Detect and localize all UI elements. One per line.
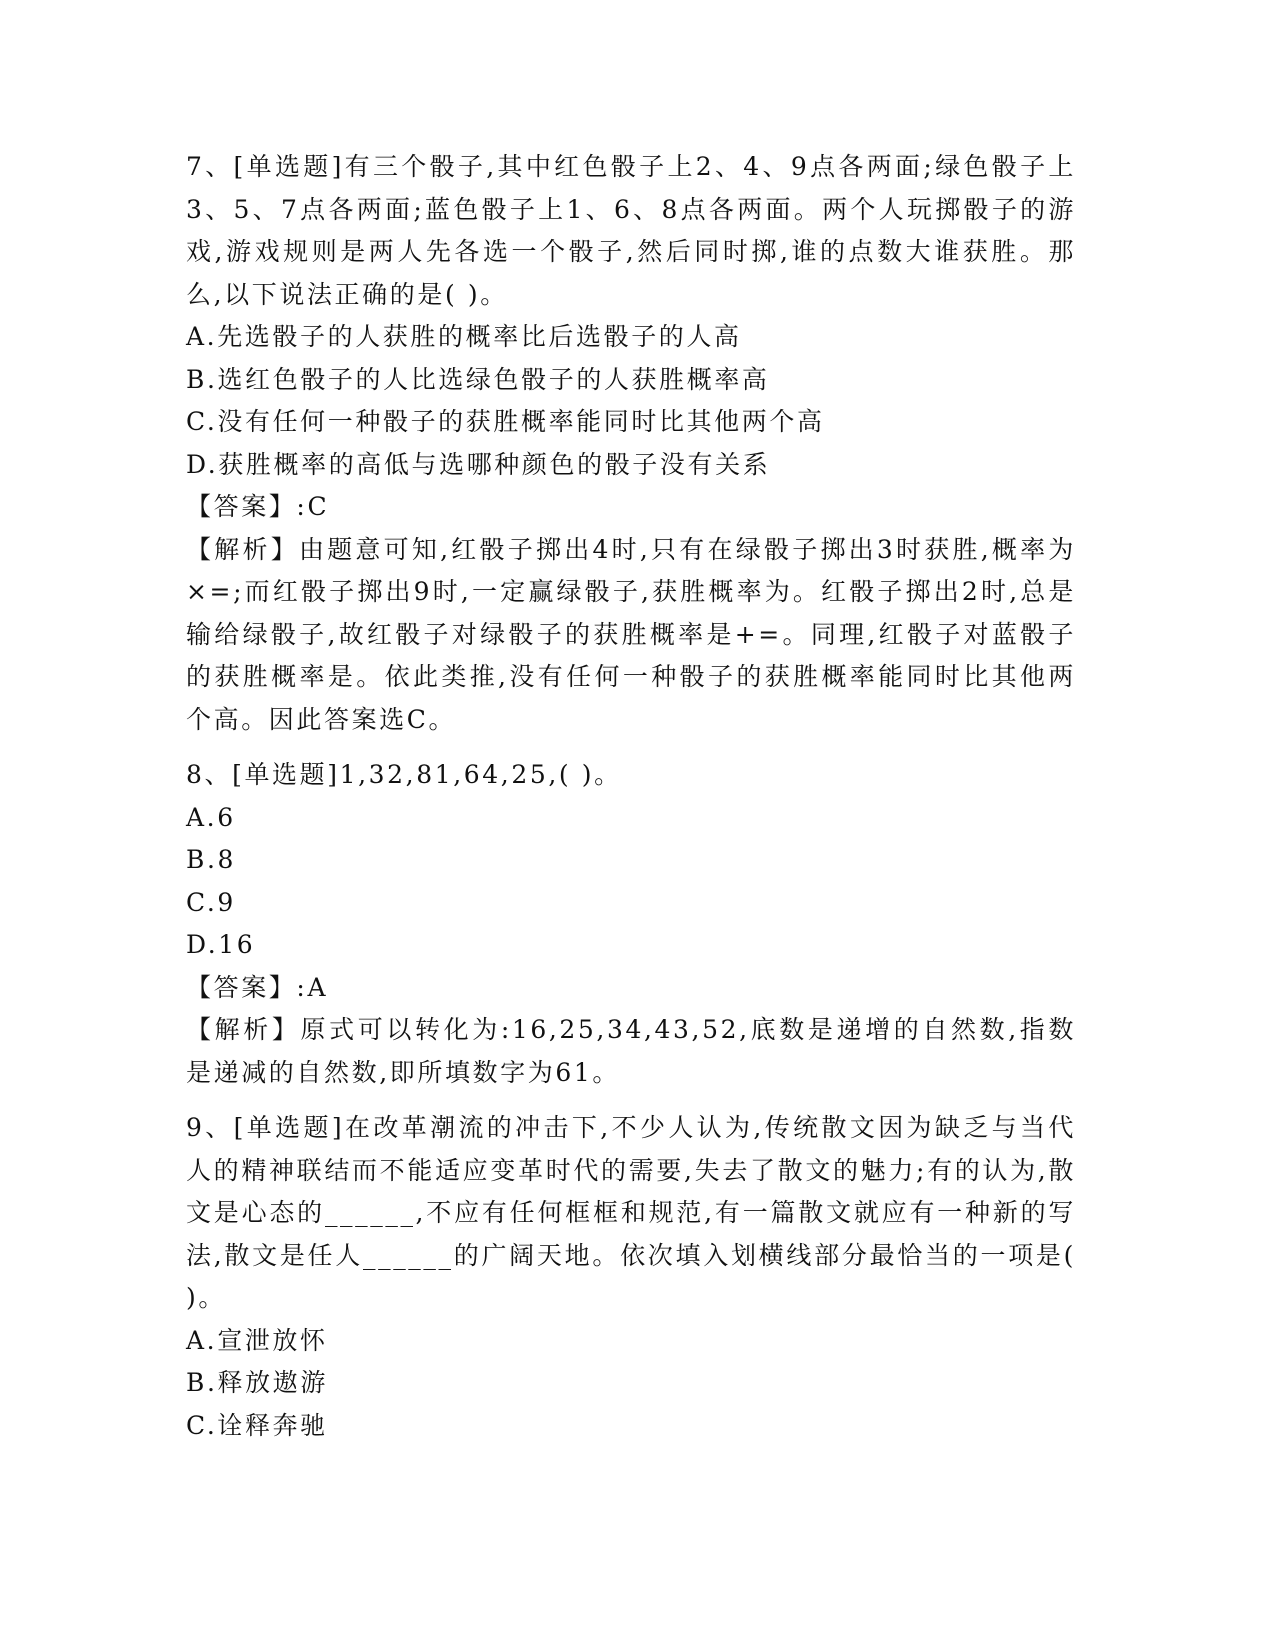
answer-value: C [307,492,330,521]
analysis-paragraph [186,529,1076,742]
option-d: D.获胜概率的高低与选哪种颜色的骰子没有关系 [186,449,771,479]
option-b: B.8 [186,845,237,874]
option-a: A.先选骰子的人获胜的概率比后选骰子的人高 [186,322,742,351]
option-c: C.诠释奔驰 [186,1410,328,1440]
analysis-paragraph [186,1009,1076,1094]
spacer [186,1094,1076,1107]
option-c: C.没有任何一种骰子的获胜概率能同时比其他两个高 [186,407,825,436]
question-9 [186,1107,1076,1447]
document-page [186,146,1076,1447]
answer-label: 【答案】: [186,972,308,1002]
answer-line [186,967,1076,1010]
spacer [186,741,1076,754]
option-a: A.宣泄放怀 [186,1325,328,1355]
answer-label: 【答案】: [186,492,308,521]
option-c: C.9 [186,887,236,917]
answer-line [186,486,1076,529]
option-b: B.选红色骰子的人比选绿色骰子的人获胜概率高 [186,364,770,394]
question-stem: 8、[单选题]1,32,81,64,25,( )。 [186,760,622,789]
option-a: A.6 [186,802,236,832]
analysis-label: 【解析】 [186,534,299,564]
question-8 [186,754,1076,1094]
option-d: D.16 [186,930,256,959]
question-7 [186,146,1076,741]
question-stem: 7、[单选题]有三个骰子,其中红色骰子上2、4、9点各两面;绿色骰子上3、5、7点各两面;蓝色骰子上1、6、8点各两面。两个人玩掷骰子的游戏,游戏规则是两人先各选一个骰子,然后同时掷,谁的点数大谁获胜。那么,以下说法正确的是( )。 [186,152,1076,309]
analysis-label: 【解析】 [186,1015,301,1044]
question-stem: 9、[单选题]在改革潮流的冲击下,不少人认为,传统散文因为缺乏与当代人的精神联结而不能适应变革时代的需要,失去了散文的魅力;有的认为,散文是心态的______,不应有任何框框和规范,有一篇散文就应有一种新的写法,散文是任人______的广阔天地。依次填入划横线部分最恰当的一项是( )。 [186,1113,1076,1312]
analysis-text: 由题意可知,红骰子掷出4时,只有在绿骰子掷出3时获胜,概率为×=;而红骰子掷出9时,一定赢绿骰子,获胜概率为。红骰子掷出2时,总是输给绿骰子,故红骰子对绿骰子的获胜概率是+=。同理,红骰子对蓝骰子的获胜概率是。依此类推,没有任何一种骰子的获胜概率能同时比其他两个高。因此答案选C。 [186,534,1077,734]
answer-value: A [307,972,329,1002]
analysis-text: 原式可以转化为:16,25,34,43,52,底数是递增的自然数,指数是递减的自然数,即所填数字为61。 [186,1015,1076,1087]
option-b: B.释放遨游 [186,1368,328,1397]
